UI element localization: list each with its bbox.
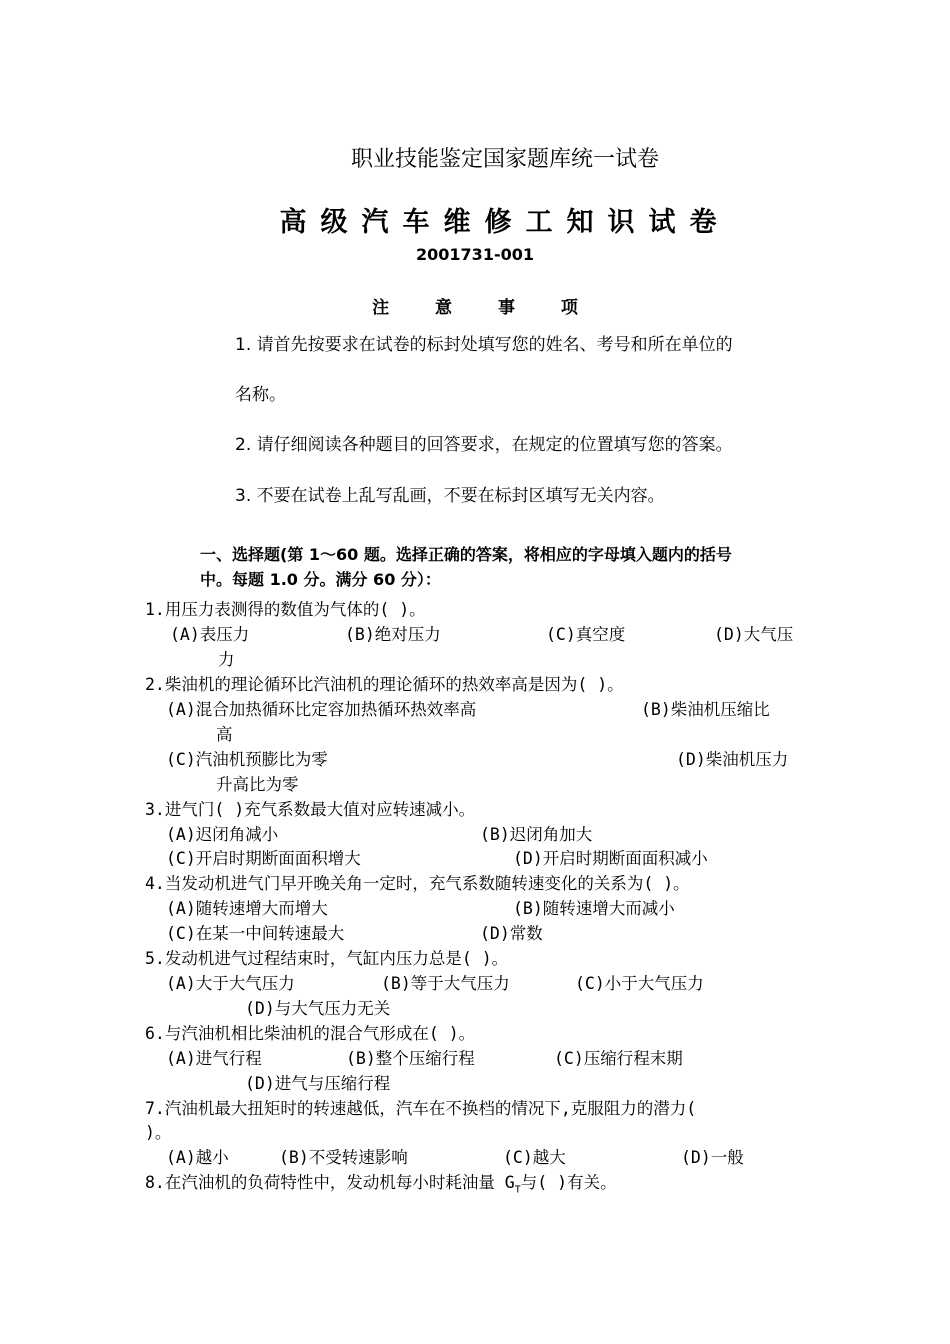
notice-heading: 注 意 事 项 <box>372 298 578 318</box>
question-1-option-d-cont: 力 <box>218 650 235 669</box>
question-7-option-d: (D)一般 <box>681 1148 744 1167</box>
question-4-option-d: (D)常数 <box>480 924 543 943</box>
question-4-stem: 4.当发动机进气门早开晚关角一定时，充气系数随转速变化的关系为( )。 <box>145 874 690 893</box>
question-5-option-b: (B)等于大气压力 <box>381 974 510 993</box>
exam-code: 2001731-001 <box>416 245 534 264</box>
question-3-stem: 3.进气门( )充气系数最大值对应转速减小。 <box>145 800 476 819</box>
section-heading: 一、选择题(第 1～60 题。选择正确的答案，将相应的字母填入题内的括号 <box>200 545 732 564</box>
question-2-option-c: (C)汽油机预膨比为零 <box>166 750 328 769</box>
notice-2: 2. 请仔细阅读各种题目的回答要求，在规定的位置填写您的答案。 <box>235 435 733 455</box>
question-4-option-a: (A)随转速增大而增大 <box>166 899 328 918</box>
question-7-option-b: (B)不受转速影响 <box>279 1148 408 1167</box>
question-4-option-c: (C)在某一中间转速最大 <box>166 924 345 943</box>
question-2-option-b-cont: 高 <box>216 725 233 744</box>
question-5-option-d: (D)与大气压力无关 <box>245 999 391 1018</box>
question-2-option-b: (B)柴油机压缩比 <box>641 700 770 719</box>
question-6-option-b: (B)整个压缩行程 <box>346 1049 475 1068</box>
question-2-option-a: (A)混合加热循环比定容加热循环热效率高 <box>166 700 477 719</box>
section-heading-cont: 中。每题 1.0 分。满分 60 分）： <box>200 570 441 589</box>
question-2-stem: 2.柴油机的理论循环比汽油机的理论循环的热效率高是因为( )。 <box>145 675 624 694</box>
question-6-stem: 6.与汽油机相比柴油机的混合气形成在( )。 <box>145 1024 476 1043</box>
question-4-option-b: (B)随转速增大而减小 <box>513 899 675 918</box>
question-2-option-d-cont: 升高比为零 <box>216 775 299 794</box>
question-6-option-c: (C)压缩行程末期 <box>554 1049 683 1068</box>
question-1-option-c: (C)真空度 <box>546 625 626 644</box>
question-3-option-a: (A)迟闭角减小 <box>166 825 279 844</box>
question-2-option-d: (D)柴油机压力 <box>676 750 789 769</box>
question-7-option-c: (C)越大 <box>503 1148 566 1167</box>
notice-1-cont: 名称。 <box>235 385 286 405</box>
question-3-option-d: (D)开启时期断面面积减小 <box>513 849 708 868</box>
question-7-stem: 7.汽油机最大扭矩时的转速越低，汽车在不换档的情况下,克服阻力的潜力( <box>145 1099 697 1118</box>
question-6-option-d: (D)进气与压缩行程 <box>245 1074 391 1093</box>
question-8-subscript: T <box>514 1184 521 1196</box>
question-5-option-c: (C)小于大气压力 <box>575 974 704 993</box>
question-1-option-a: (A)表压力 <box>170 625 250 644</box>
question-3-option-b: (B)迟闭角加大 <box>480 825 593 844</box>
exam-title: 高级汽车维修工知识试卷 <box>279 207 731 238</box>
question-1-stem: 1.用压力表测得的数值为气体的( )。 <box>145 600 426 619</box>
notice-1: 1. 请首先按要求在试卷的标封处填写您的姓名、考号和所在单位的 <box>235 335 733 355</box>
question-1-option-d: (D)大气压 <box>714 625 794 644</box>
exam-series-title: 职业技能鉴定国家题库统一试卷 <box>350 147 659 172</box>
question-5-option-a: (A)大于大气压力 <box>166 974 295 993</box>
question-7-option-a: (A)越小 <box>166 1148 229 1167</box>
question-7-stem-cont: )。 <box>145 1123 172 1142</box>
question-8-stem <box>145 1169 617 1195</box>
question-3-option-c: (C)开启时期断面面积增大 <box>166 849 361 868</box>
question-5-stem: 5.发动机进气过程结束时，气缸内压力总是( )。 <box>145 949 509 968</box>
question-6-option-a: (A)进气行程 <box>166 1049 262 1068</box>
question-8-stem-b: 与( )有关。 <box>520 1173 617 1192</box>
notice-3: 3. 不要在试卷上乱写乱画，不要在标封区填写无关内容。 <box>235 486 665 506</box>
question-1-option-b: (B)绝对压力 <box>345 625 441 644</box>
question-8-stem-a: 8.在汽油机的负荷特性中，发动机每小时耗油量 G <box>145 1173 515 1192</box>
